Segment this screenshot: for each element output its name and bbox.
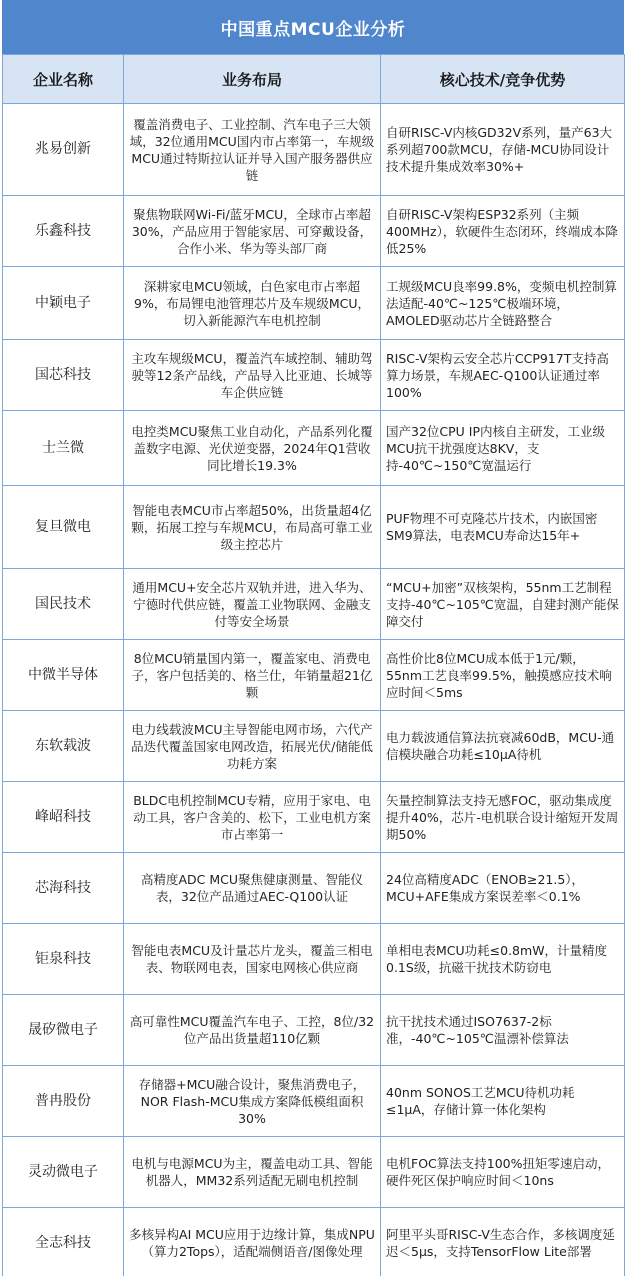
- company-name-cell: 乐鑫科技: [3, 196, 124, 267]
- company-name-cell: 芯海科技: [3, 853, 124, 924]
- table-row: [3, 411, 625, 486]
- business-layout-cell: 聚焦物联网Wi-Fi/蓝牙MCU，全球市占率超30%，产品应用于智能家居、可穿戴设备，合作小米、华为等头部厂商: [124, 196, 381, 267]
- company-name-cell: 中微半导体: [3, 640, 124, 711]
- company-name-cell: 士兰微: [3, 411, 124, 486]
- table-row: [3, 995, 625, 1066]
- report-frame: [2, 0, 624, 1276]
- core-tech-cell: 抗干扰技术通过ISO7637-2标准，-40℃~105℃温漂补偿算法: [381, 995, 625, 1066]
- core-tech-cell: 国产32位CPU IP内核自主研发，工业级MCU抗干扰强度达8KV，支持-40℃~150℃宽温运行: [381, 411, 625, 486]
- table-row: [3, 486, 625, 569]
- table-row: [3, 711, 625, 782]
- company-name-cell: 晟矽微电子: [3, 995, 124, 1066]
- business-layout-cell: 智能电表MCU及计量芯片龙头，覆盖三相电表、物联网电表，国家电网核心供应商: [124, 924, 381, 995]
- company-name-cell: 中颖电子: [3, 267, 124, 340]
- business-layout-cell: 主攻车规级MCU，覆盖汽车域控制、辅助驾驶等12条产品线，产品导入比亚迪、长城等车企供应链: [124, 340, 381, 411]
- business-layout-cell: 高精度ADC MCU聚焦健康测量、智能仪表，32位产品通过AEC-Q100认证: [124, 853, 381, 924]
- header-core-tech: 核心技术/竞争优势: [381, 55, 625, 104]
- table-row: [3, 1137, 625, 1208]
- header-company-name: 企业名称: [3, 55, 124, 104]
- core-tech-cell: 阿里平头哥RISC-V生态合作，多核调度延迟＜5μs，支持TensorFlow Lite部署: [381, 1208, 625, 1276]
- core-tech-cell: 工规级MCU良率99.8%，变频电机控制算法适配-40℃~125℃极端环境，AMOLED驱动芯片全链路整合: [381, 267, 625, 340]
- table-row: [3, 1208, 625, 1276]
- table-row: [3, 267, 625, 340]
- company-name-cell: 峰岹科技: [3, 782, 124, 853]
- core-tech-cell: “MCU+加密”双核架构，55nm工艺制程支持-40℃~105℃宽温，自建封测产能保障交付: [381, 569, 625, 640]
- table-row: [3, 196, 625, 267]
- company-name-cell: 普冉股份: [3, 1066, 124, 1137]
- table-row: [3, 1066, 625, 1137]
- core-tech-cell: 矢量控制算法支持无感FOC，驱动集成度提升40%，芯片-电机联合设计缩短开发周期50%: [381, 782, 625, 853]
- business-layout-cell: 通用MCU+安全芯片双轨并进，进入华为、宁德时代供应链，覆盖工业物联网、金融支付等安全场景: [124, 569, 381, 640]
- core-tech-cell: RISC-V架构云安全芯片CCP917T支持高算力场景，车规AEC-Q100认证通过率100%: [381, 340, 625, 411]
- core-tech-cell: 单相电表MCU功耗≤0.8mW，计量精度0.1S级，抗磁干扰技术防窃电: [381, 924, 625, 995]
- company-name-cell: 国民技术: [3, 569, 124, 640]
- table-row: [3, 853, 625, 924]
- table-row: [3, 104, 625, 196]
- business-layout-cell: 电机与电源MCU为主，覆盖电动工具、智能机器人，MM32系列适配无刷电机控制: [124, 1137, 381, 1208]
- core-tech-cell: PUF物理不可克隆芯片技术，内嵌国密SM9算法，电表MCU寿命达15年+: [381, 486, 625, 569]
- table-row: [3, 640, 625, 711]
- company-name-cell: 东软载波: [3, 711, 124, 782]
- page-title: 中国重点MCU企业分析: [2, 0, 624, 54]
- business-layout-cell: 深耕家电MCU领域，白色家电市占率超9%，布局锂电池管理芯片及车规级MCU，切入新能源汽车电机控制: [124, 267, 381, 340]
- header-business-layout: 业务布局: [124, 55, 381, 104]
- business-layout-cell: 电力线载波MCU主导智能电网市场，六代产品迭代覆盖国家电网改造，拓展光伏/储能低功耗方案: [124, 711, 381, 782]
- company-name-cell: 兆易创新: [3, 104, 124, 196]
- mcu-company-table: [2, 54, 625, 1276]
- company-name-cell: 钜泉科技: [3, 924, 124, 995]
- business-layout-cell: 电控类MCU聚焦工业自动化，产品系列化覆盖数字电源、光伏逆变器，2024年Q1营收同比增长19.3%: [124, 411, 381, 486]
- table-row: [3, 340, 625, 411]
- company-name-cell: 全志科技: [3, 1208, 124, 1276]
- company-name-cell: 灵动微电子: [3, 1137, 124, 1208]
- business-layout-cell: 多核异构AI MCU应用于边缘计算，集成NPU（算力2Tops），适配端侧语音/图像处理: [124, 1208, 381, 1276]
- core-tech-cell: 24位高精度ADC（ENOB≥21.5），MCU+AFE集成方案误差率＜0.1%: [381, 853, 625, 924]
- core-tech-cell: 40nm SONOS工艺MCU待机功耗≤1μA，存储计算一体化架构: [381, 1066, 625, 1137]
- table-row: [3, 924, 625, 995]
- business-layout-cell: 高可靠性MCU覆盖汽车电子、工控，8位/32位产品出货量超110亿颗: [124, 995, 381, 1066]
- business-layout-cell: 智能电表MCU市占率超50%，出货量超4亿颗，拓展工控与车规MCU，布局高可靠工业级主控芯片: [124, 486, 381, 569]
- table-row: [3, 569, 625, 640]
- business-layout-cell: 存储器+MCU融合设计，聚焦消费电子，NOR Flash-MCU集成方案降低模组面积30%: [124, 1066, 381, 1137]
- table-header-row: [3, 55, 625, 104]
- core-tech-cell: 高性价比8位MCU成本低于1元/颗，55nm工艺良率99.5%，触摸感应技术响应时间＜5ms: [381, 640, 625, 711]
- business-layout-cell: BLDC电机控制MCU专精，应用于家电、电动工具，客户含美的、松下，工业电机方案市占率第一: [124, 782, 381, 853]
- core-tech-cell: 电机FOC算法支持100%扭矩零速启动，硬件死区保护响应时间＜10ns: [381, 1137, 625, 1208]
- table-row: [3, 782, 625, 853]
- core-tech-cell: 自研RISC-V内核GD32V系列，量产63大系列超700款MCU，存储-MCU协同设计技术提升集成效率30%+: [381, 104, 625, 196]
- business-layout-cell: 覆盖消费电子、工业控制、汽车电子三大领域，32位通用MCU国内市占率第一，车规级MCU通过特斯拉认证并导入国产服务器供应链: [124, 104, 381, 196]
- core-tech-cell: 电力载波通信算法抗衰减60dB，MCU-通信模块融合功耗≤10μA待机: [381, 711, 625, 782]
- core-tech-cell: 自研RISC-V架构ESP32系列（主频400MHz），软硬件生态闭环，终端成本降低25%: [381, 196, 625, 267]
- business-layout-cell: 8位MCU销量国内第一，覆盖家电、消费电子，客户包括美的、格兰仕，年销量超21亿颗: [124, 640, 381, 711]
- company-name-cell: 国芯科技: [3, 340, 124, 411]
- company-name-cell: 复旦微电: [3, 486, 124, 569]
